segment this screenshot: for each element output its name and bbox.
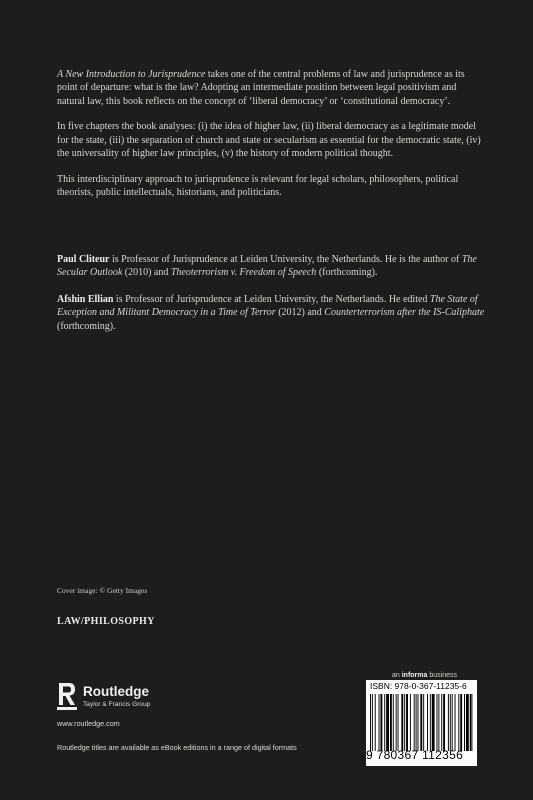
description-paragraph-2: In five chapters the book analyses: (i) the idea of higher law, (ii) liberal democracy as a legitimate model for the state, (iii) the separation of church and state or secularism as essential for the democratic state, (iv) the universality of higher law principles, (v) the history of modern political thought. — [57, 121, 481, 159]
description-paragraph-1 — [57, 68, 485, 108]
barcode-bar — [437, 694, 438, 751]
publisher-url: www.routledge.com — [57, 719, 120, 728]
barcode-bar — [396, 694, 397, 751]
barcode-bar — [384, 694, 385, 751]
barcode-bar — [393, 694, 394, 751]
informa-prefix: an — [392, 672, 402, 679]
barcode-bar — [398, 694, 399, 751]
barcode-bar — [455, 694, 456, 751]
barcode-bar — [406, 694, 408, 751]
barcode-bar — [466, 694, 469, 751]
barcode-bar — [460, 694, 462, 751]
publisher-logo — [57, 681, 257, 723]
author-bio-text: is Professor of Jurisprudence at Leiden University, the Netherlands. He edited — [113, 294, 430, 305]
barcode-bar — [432, 694, 435, 751]
description-paragraph-3: This interdisciplinary approach to jurisprudence is relevant for legal scholars, philosophers, political theorists, public intellectuals, historians, and politicians. — [57, 173, 459, 199]
author-bio-2 — [57, 293, 487, 333]
barcode-bar — [441, 694, 442, 751]
barcode-bar — [401, 694, 403, 751]
barcode-bar — [450, 694, 451, 751]
barcode-bar — [430, 694, 431, 751]
barcode-bar — [380, 694, 382, 751]
author-work-title: Counterterrorism after the IS-Caliphate — [324, 307, 485, 319]
author-bio-text: (forthcoming). — [57, 320, 116, 332]
author-bio-text: (2010) and — [122, 267, 171, 279]
author-work-title: Theoterrorism v. Freedom of Speech — [170, 267, 317, 279]
barcode-bar — [443, 694, 445, 751]
barcode-bar — [386, 694, 389, 751]
author-bio-text: (2012) and — [275, 307, 325, 319]
barcode-bar — [414, 694, 415, 751]
barcode-bar — [458, 694, 459, 751]
author-work-title: The State of Exception and Militant Democracy in a Time of Terror — [57, 294, 478, 319]
barcode-bar — [416, 694, 417, 751]
barcode-bar — [410, 694, 411, 751]
author-name: Paul Cliteur — [57, 254, 110, 265]
barcode-bar — [372, 694, 373, 751]
barcode-bar — [370, 694, 371, 751]
barcode-bar — [379, 694, 380, 751]
informa-brand: informa — [401, 672, 428, 679]
barcode-bar — [375, 694, 376, 751]
book-title-italic: A New Introduction to Jurisprudence — [57, 69, 206, 80]
barcode-bar — [390, 694, 392, 751]
isbn-barcode — [366, 680, 477, 766]
ean-digits: 9 780367 112356 — [366, 748, 464, 762]
author-bio-text: (forthcoming). — [316, 267, 378, 279]
barcode-bar — [420, 694, 422, 751]
subject-category: LAW/PHILOSOPHY — [57, 616, 155, 627]
barcode-bar — [404, 694, 405, 751]
barcode-bar — [448, 694, 449, 751]
barcode-bar — [423, 694, 424, 751]
barcode-bar — [470, 694, 472, 751]
cover-image-credit: Cover image: © Getty Images — [57, 586, 148, 595]
description-text-1: takes one of the central problems of law and jurisprudence as its point of departure: what is the law? Adopting an intermediate position between legal positivism and natural law, this book reflects on the concept of ‘liberal democracy’ or ‘constitutional democracy’. — [57, 69, 465, 107]
ebook-note: Routledge titles are available as eBook editions in a range of digital formats — [57, 743, 297, 752]
publisher-group: Taylor & Francis Group — [83, 701, 151, 708]
barcode-bar — [418, 694, 419, 751]
informa-suffix: business — [427, 672, 457, 679]
book-description — [57, 68, 485, 212]
routledge-logo-icon — [57, 681, 77, 711]
barcode-bar — [452, 694, 453, 751]
publisher-name: Routledge — [83, 684, 149, 699]
author-bio-1 — [57, 253, 487, 280]
author-bio-text: is Professor of Jurisprudence at Leiden University, the Netherlands. He is the author of — [109, 254, 462, 265]
author-work-title: The Secular Outlook — [57, 254, 477, 279]
author-name: Afshin Ellian — [57, 294, 114, 305]
barcode-bars — [370, 694, 473, 751]
isbn-label: ISBN: 978-0-367-11235-6 — [370, 681, 467, 691]
barcode-bar — [438, 694, 439, 751]
informa-business-tag — [392, 672, 457, 679]
barcode-bar — [427, 694, 428, 751]
barcode-bar — [464, 694, 465, 751]
